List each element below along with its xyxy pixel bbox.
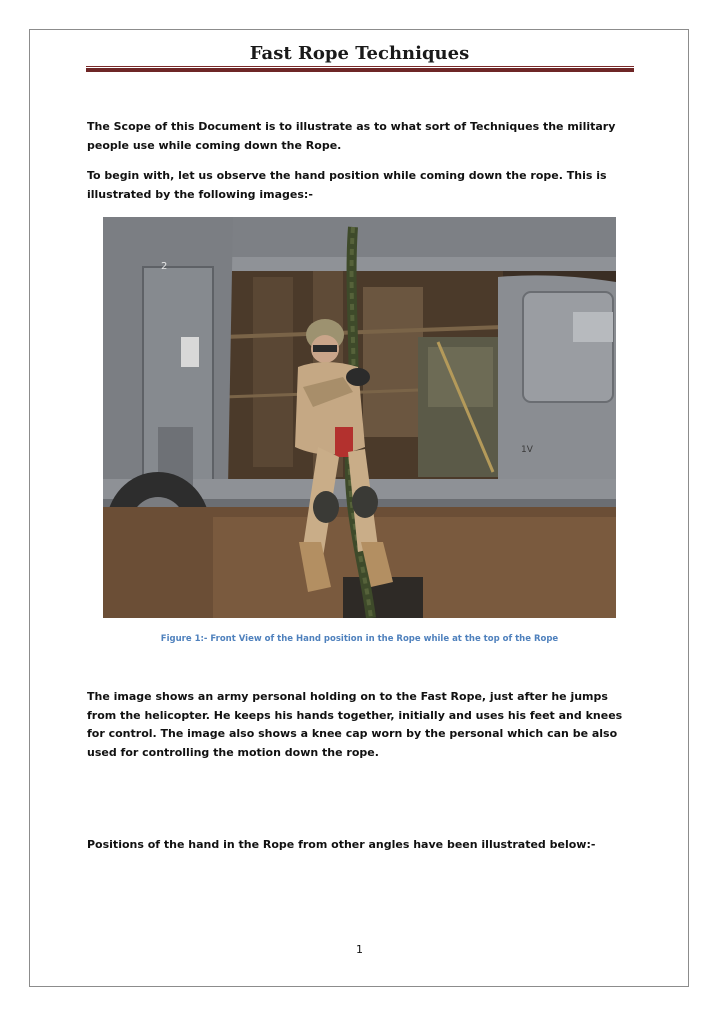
page-number: 1: [356, 943, 363, 956]
title-rule-thick: [86, 68, 634, 72]
paragraph-scope: The Scope of this Document is to illustrate as to what sort of Techniques the military people use while coming down the Rope.: [87, 120, 616, 152]
helicopter-marking-right: 1V: [521, 445, 533, 455]
figure-1-photo: [103, 217, 616, 618]
figure-1-caption: Figure 1:- Front View of the Hand position in the Rope while at the top of the Rope: [160, 634, 559, 644]
page-title: Fast Rope Techniques: [249, 43, 470, 64]
helicopter-marking-left: 2: [161, 261, 168, 272]
paragraph-description: The image shows an army personal holding on to the Fast Rope, just after he jumps from the helicopter. He keeps his hands together, initially and uses his feet and knees for control. The image also shows a knee cap worn by the personal which can be also used for controlling the motion down the rope.: [87, 690, 623, 759]
paragraph-other-angles: Positions of the hand in the Rope from other angles have been illustrated below:-: [87, 838, 596, 851]
paragraph-intro: To begin with, let us observe the hand position while coming down the rope. This is illustrated by the following images:-: [87, 169, 607, 201]
title-rule-thin: [86, 66, 634, 67]
